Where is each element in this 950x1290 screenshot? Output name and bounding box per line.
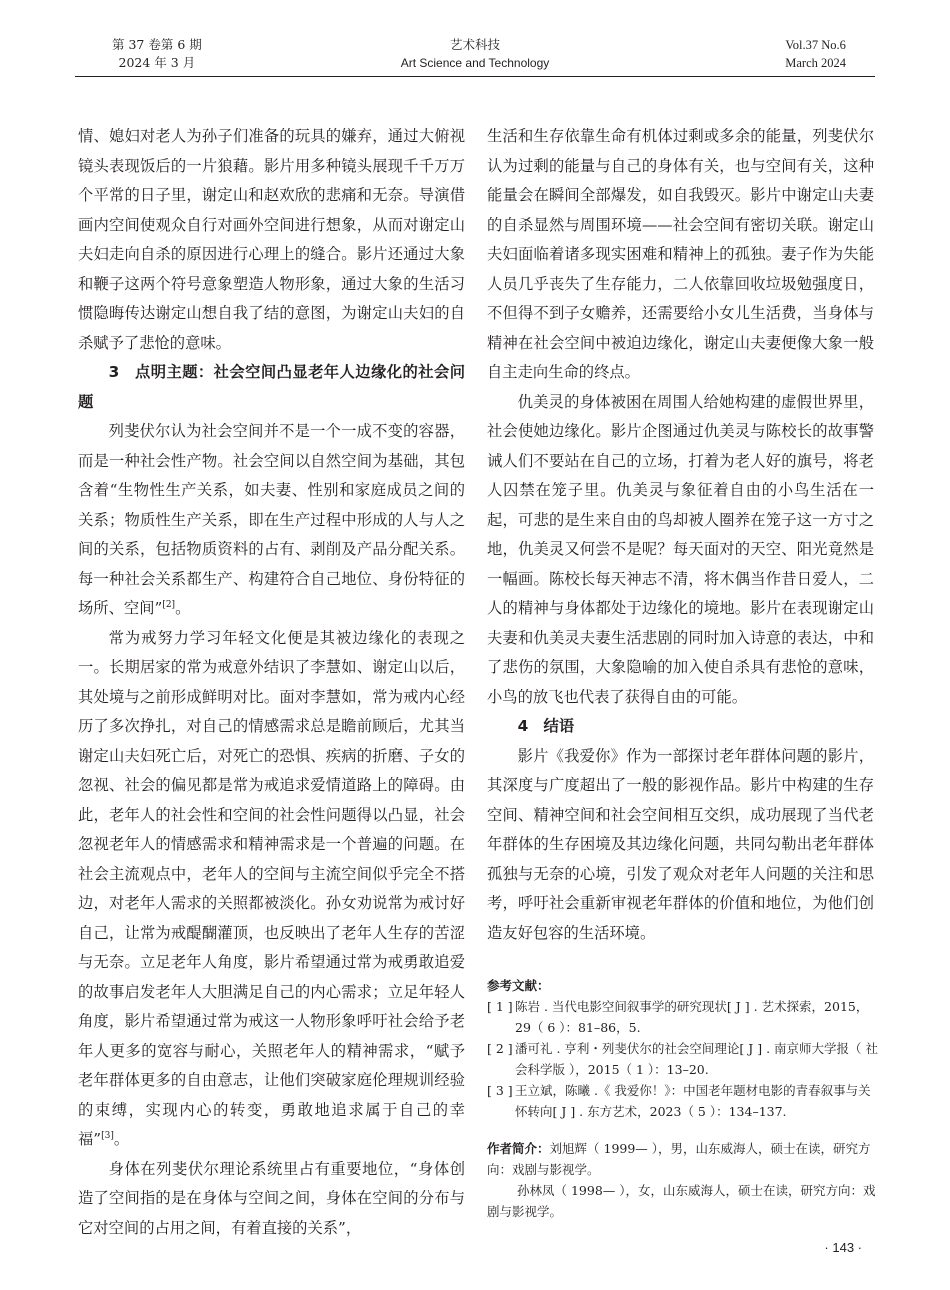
- paragraph: 常为戒努力学习年轻文化便是其被边缘化的表现之一。长期居家的常为戒意外结识了李慧如、谢定山以后，其处境与之前形成鲜明对比。面对李慧如，常为戒内心经历了多次挣扎，对自己的情感需求总是瞻前顾后，尤其当谢定山夫妇死亡后，对死亡的恐惧、疾病的折磨、子女的忽视、社会的偏见都是常为戒追求爱情道路上的障碍。由此，老年人的社会性和空间的社会性问题得以凸显，社会忽视老年人的情感需求和精神需求是一个普遍的问题。在社会主流观点中，老年人的空间与主流空间似乎完全不搭边，对老年人需求的关照都被淡化。孙女劝说常为戒讨好自己，让常为戒醍醐灌顶，也反映出了老年人生存的苦涩与无奈。立足老年人角度，影片希望通过常为戒勇敢追爱的故事启发老年人大胆满足自己的内心需求；立足年轻人角度，影片希望通过常为戒这一人物形象呼吁社会给予老年人更多的宽容与耐心，关照老年人的精神需求，“赋予老年群体更多的自由意志，让他们突破家庭伦理规训经验的束缚，实现内心的转变，勇敢地追求属于自己的幸福”[3]。: [78, 628, 465, 1148]
- paragraph: 列斐伏尔认为社会空间并不是一个一成不变的容器，而是一种社会性产物。社会空间以自然空间为基础，其包含着“生物性生产关系，如夫妻、性别和家庭成员之间的关系；物质性生产关系，即在生产过程中形成的人与人之间的关系，包括物质资料的占有、剥削及产品分配关系。每一种社会关系都生产、构建符合自己地位、身份特征的场所、空间”[2]。: [78, 422, 465, 617]
- journal-volume: Vol.37 No.6 March 2024: [785, 38, 846, 70]
- journal-title: 艺术科技 Art Science and Technology: [400, 37, 550, 70]
- header-rule: [75, 76, 875, 77]
- citation: [2]: [162, 599, 176, 610]
- section-heading-4: 4 结语: [517, 717, 575, 735]
- paragraph: 影片《我爱你》作为一部探讨老年群体问题的影片，其深度与广度超出了一般的影视作品。影片中构建的生存空间、精神空间和社会空间相互交织，成功展现了当代老年群体的生存困境及其边缘化问题，共同勾勒出老年群体孤独与无奈的心境，引发了观众对老年人问题的关注和思考，呼吁社会重新审视老年群体的价值和地位，为他们创造友好包容的生活环境。: [487, 746, 874, 942]
- left-column: [78, 122, 465, 1243]
- paragraph: 情、媳妇对老人为孙子们准备的玩具的嫌弃，通过大俯视镜头表现饭后的一片狼藉。影片用多种镜头展现千千万万个平常的日子里，谢定山和赵欢欣的悲痛和无奈。导演借画内空间使观众自行对画外空间进行想象，从而对谢定山夫妇走向自杀的原因进行心理上的缝合。影片还通过大象和鞭子这两个符号意象塑造人物形象，通过大象的生活习惯隐晦传达谢定山想自我了结的意图，为谢定山夫妇的自杀赋予了悲怆的意味。: [78, 127, 465, 352]
- references: [487, 975, 879, 1122]
- citation: [3]: [101, 1130, 114, 1141]
- page-number: · 143 ·: [824, 1240, 862, 1255]
- paragraph: 身体在列斐伏尔理论系统里占有重要地位，“身体创造了空间指的是在身体与空间之间，身体在空间的分布与它对空间的占用之间，有着直接的关系”，: [78, 1159, 465, 1237]
- paragraph: 生活和生存依靠生命有机体过剩或多余的能量，列斐伏尔认为过剩的能量与自己的身体有关，也与空间有关，这种能量会在瞬间全部爆发，如自我毁灭。影片中谢定山夫妻的自杀显然与周围环境——社会空间有密切关联。谢定山夫妇面临着诸多现实困难和精神上的孤独。妻子作为失能人员几乎丧失了生存能力，二人依靠回收垃圾勉强度日，不但得不到子女赡养，还需要给小女儿生活费，当身体与精神在社会空间中被迫边缘化，谢定山夫妻便像大象一般自主走向生命的终点。: [487, 127, 874, 381]
- paragraph: 仇美灵的身体被困在周围人给她构建的虚假世界里，社会使她边缘化。影片企图通过仇美灵与陈校长的故事警诫人们不要站在自己的立场，打着为老人好的旗号，将老人囚禁在笼子里。仇美灵与象征着自由的小鸟生活在一起，可悲的是生来自由的鸟却被人圈养在笼子这一方寸之地，仇美灵又何尝不是呢？每天面对的天空、阳光竟然是一幅画。陈校长每天神志不清，将木偶当作昔日爱人，二人的精神与身体都处于边缘化的境地。影片在表现谢定山夫妻和仇美灵夫妻生活悲剧的同时加入诗意的表达，中和了悲伤的氛围，大象隐喻的加入使自杀具有悲怆的意味，小鸟的放飞也代表了获得自由的可能。: [487, 392, 874, 706]
- reference-item: [ 3 ] 王立斌，陈曦 .《 我爱你！》：中国老年题材电影的青春叙事与关怀转向[ J ] . 东方艺术，2023（ 5 ）：134–137.: [487, 1083, 871, 1119]
- reference-item: [ 2 ] 潘可礼 . 亨利・列斐伏尔的社会空间理论[ J ] . 南京师大学报（ 社会科学版 ），2015（ 1 ）：13–20.: [487, 1041, 879, 1077]
- author-bio: 作者简介：刘旭辉（ 1999— ），男，山东威海人，硕士在读，研究方向：戏剧与影视学。 孙林凤（ 1998— ），女，山东威海人，硕士在读，研究方向：戏剧与影视学。: [487, 1141, 876, 1219]
- right-column: [487, 122, 874, 948]
- references-title: 参考文献：: [487, 978, 550, 993]
- section-heading-3: 3 点明主题：社会空间凸显老年人边缘化的社会问题: [78, 363, 465, 411]
- author-label: 作者简介：: [487, 1141, 550, 1156]
- running-header: [0, 36, 950, 78]
- reference-item: [ 1 ] 陈岩 . 当代电影空间叙事学的研究现状[ J ] . 艺术探索，2015，29（ 6 ）：81–86，5.: [487, 999, 869, 1035]
- journal-issue: 第 37 卷第 6 期 2024 年 3 月: [112, 37, 202, 70]
